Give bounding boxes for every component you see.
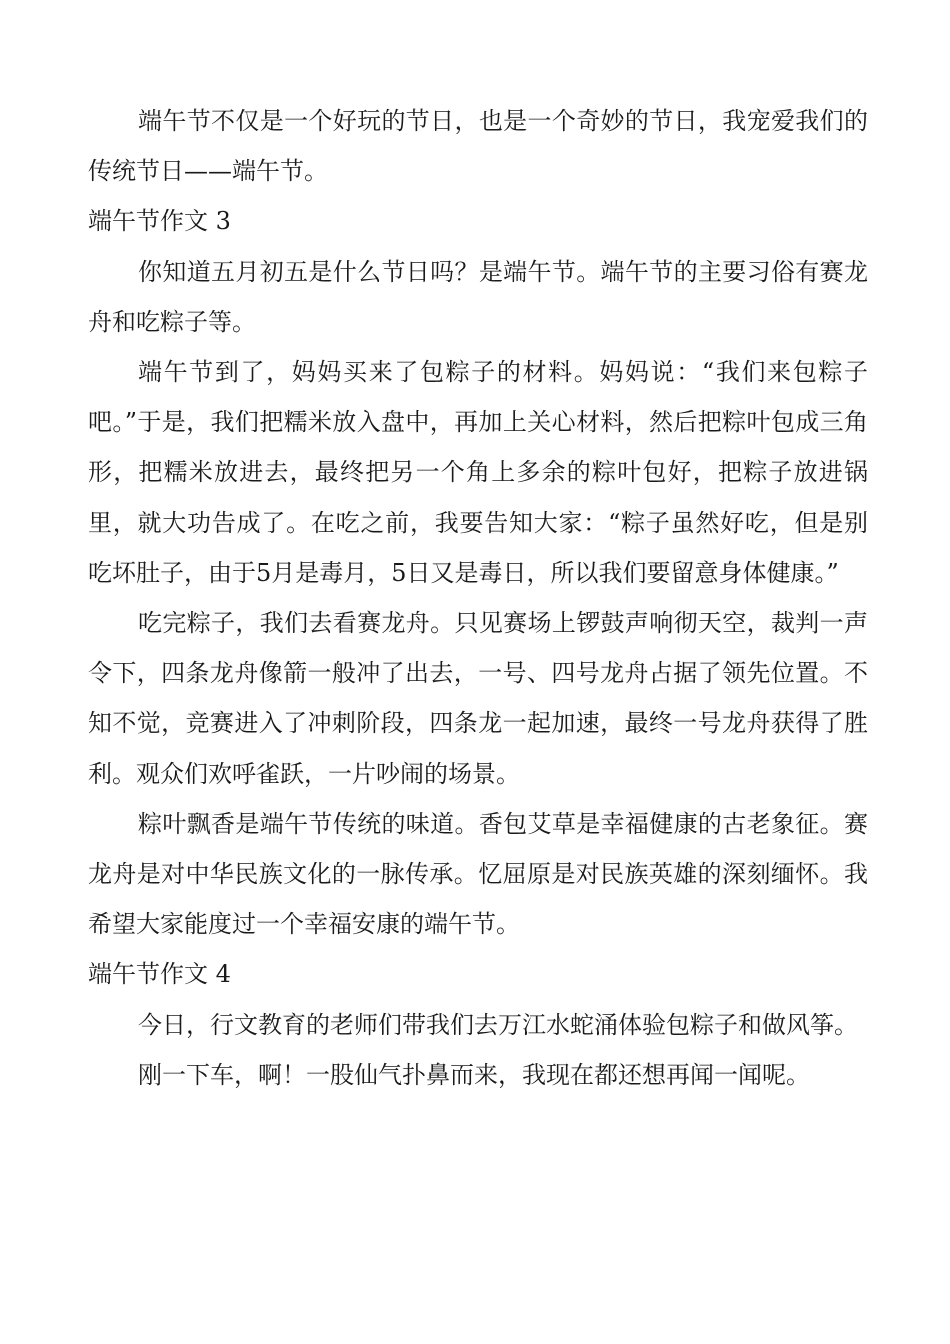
paragraph: 你知道五月初五是什么节日吗？是端午节。端午节的主要习俗有赛龙舟和吃粽子等。 [88, 257, 868, 336]
section-heading: 端午节作文 4 [88, 960, 231, 989]
paragraph: 吃完粽子，我们去看赛龙舟。只见赛场上锣鼓声响彻天空，裁判一声令下，四条龙舟像箭一般冲了出去，一号、四号龙舟占据了领先位置。不知不觉，竞赛进入了冲刺阶段，四条龙一起加速，最终一号龙舟获得了胜利。观众们欢呼雀跃，一片吵闹的场景。 [88, 609, 868, 788]
paragraph: 粽叶飘香是端午节传统的味道。香包艾草是幸福健康的古老象征。赛龙舟是对中华民族文化的一脉传承。忆屈原是对民族英雄的深刻缅怀。我希望大家能度过一个幸福安康的端午节。 [88, 809, 868, 939]
paragraph: 今日，行文教育的老师们带我们去万江水蛇涌体验包粽子和做风筝。 [138, 1010, 858, 1039]
document-body [88, 96, 868, 1100]
paragraph: 端午节不仅是一个好玩的节日，也是一个奇妙的节日，我宠爱我们的传统节日——端午节。 [88, 107, 868, 186]
paragraph: 端午节到了，妈妈买来了包粽子的材料。妈妈说：“我们来包粽子吧。”于是，我们把糯米放入盘中，再加上关心材料，然后把粽叶包成三角形，把糯米放进去，最终把另一个角上多余的粽叶包好，把粽子放进锅里，就大功告成了。在吃之前，我要告知大家：“粽子虽然好吃，但是别吃坏肚子，由于5月是毒月，5日又是毒日，所以我们要留意身体健康。” [88, 358, 868, 587]
section-heading: 端午节作文 3 [88, 207, 231, 236]
paragraph: 刚一下车，啊！一股仙气扑鼻而来，我现在都还想再闻一闻呢。 [138, 1060, 810, 1089]
